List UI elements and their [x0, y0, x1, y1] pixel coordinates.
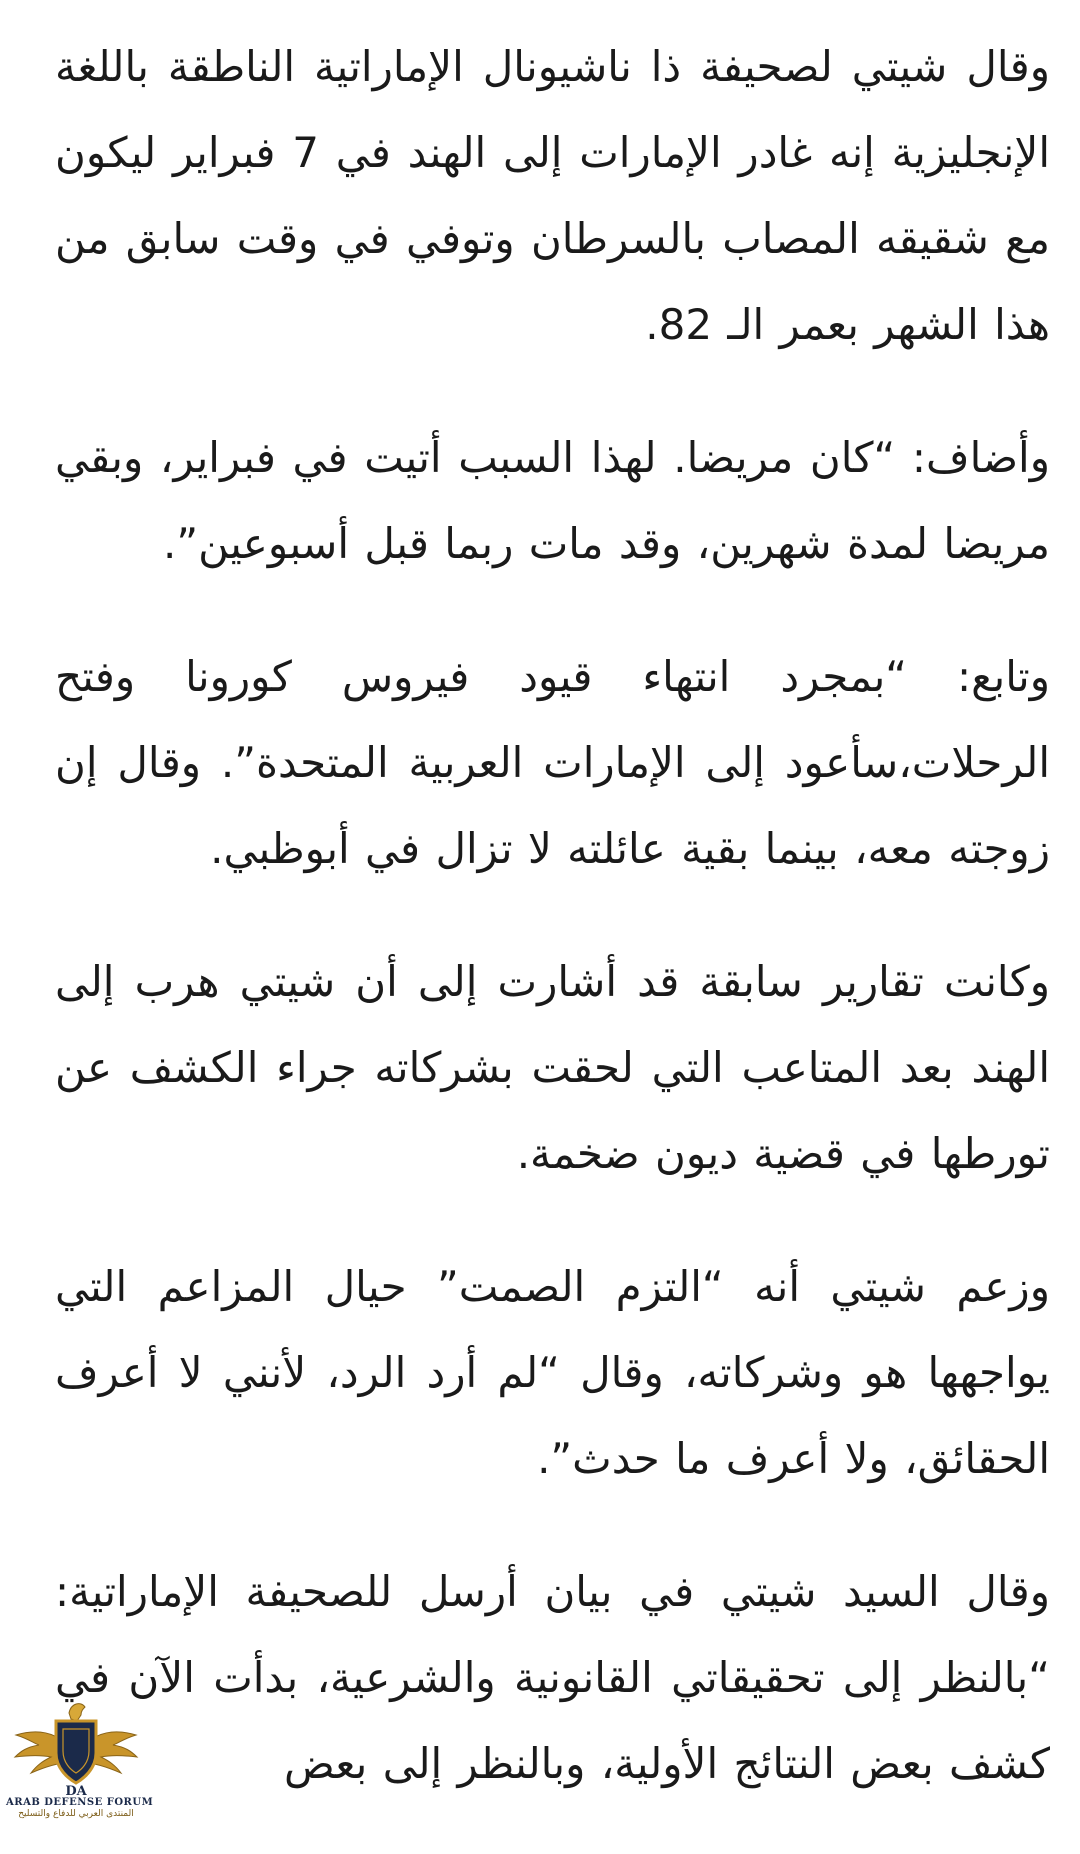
watermark-subtitle: المنتدى العربي للدفاع والتسليح — [18, 1809, 134, 1819]
article-paragraph-1: وقال شيتي لصحيفة ذا ناشيونال الإماراتية الناطقة باللغة الإنجليزية إنه غادر الإمارات إلى الهند في 7 فبراير ليكون مع شقيقه المصاب بالسرطان وتوفي في وقت سابق من هذا الشهر بعمر الـ 82. — [55, 42, 1051, 349]
logo-letters: DA — [65, 1784, 87, 1799]
watermark-title: ARAB DEFENSE FORUM — [6, 1797, 154, 1808]
forum-watermark — [6, 1691, 154, 1841]
article-paragraph-5: وزعم شيتي أنه “التزم الصمت” حيال المزاعم التي يواجهها هو وشركاته، وقال “لم أرد الرد، لأنني لا أعرف الحقائق، ولا أعرف ما حدث”. — [55, 1262, 1050, 1483]
article-paragraph-3: وتابع: “بمجرد انتهاء قيود فيروس كورونا وفتح الرحلات،سأعود إلى الإمارات العربية المتحدة”. وقال إن زوجته معه، بينما بقية عائلته لا تزال في أبوظبي. — [55, 652, 1050, 873]
eagle-shield-logo-icon — [11, 1691, 141, 1799]
article-body — [55, 24, 1050, 1854]
article-paragraph-4: وكانت تقارير سابقة قد أشارت إلى أن شيتي هرب إلى الهند بعد المتاعب التي لحقت بشركاته جراء الكشف عن تورطها في قضية ديون ضخمة. — [55, 957, 1050, 1178]
article-paragraph-2: وأضاف: “كان مريضا. لهذا السبب أتيت في فبراير، وبقي مريضا لمدة شهرين، وقد مات ربما قبل أسبوعين”. — [55, 433, 1050, 568]
article-paragraph-6: وقال السيد شيتي في بيان أرسل للصحيفة الإماراتية: “بالنظر إلى تحقيقاتي القانونية والشرعية، بدأت الآن في كشف بعض النتائج الأولية، وبالنظر إلى بعض — [55, 1567, 1050, 1788]
